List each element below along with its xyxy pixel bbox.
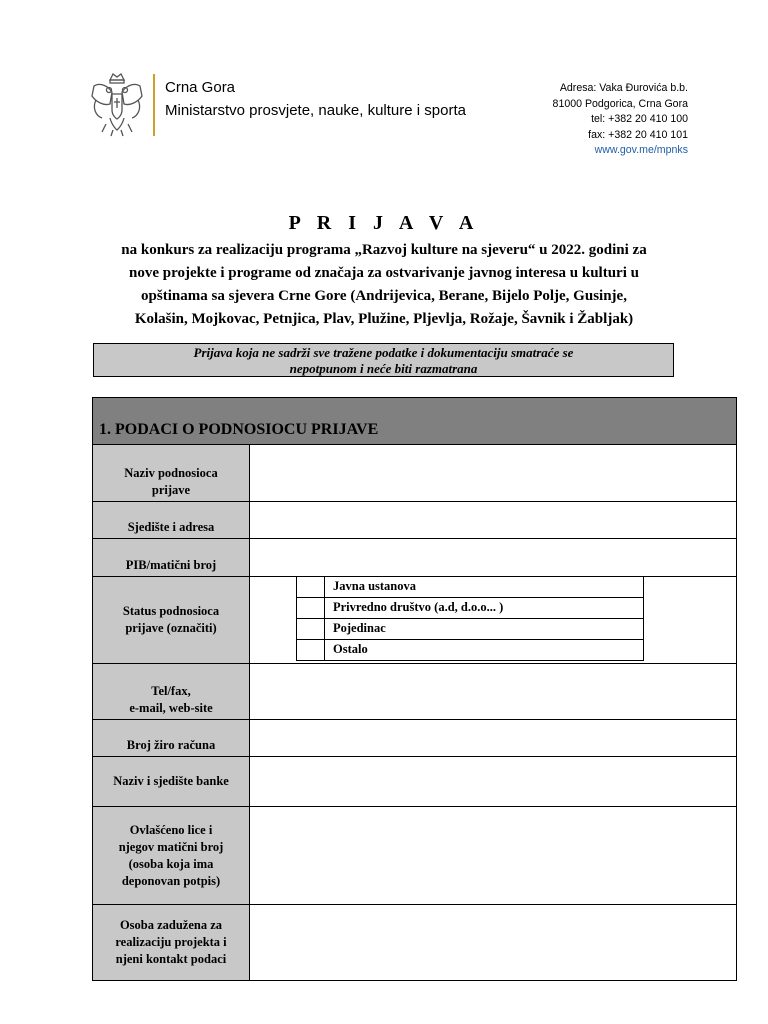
label-line: Tel/fax,: [151, 684, 191, 698]
label-line: Status podnosioca: [122, 604, 220, 618]
notice-line: nepotpunom i neće biti razmatrana: [289, 361, 478, 376]
account-field[interactable]: [250, 720, 736, 756]
page-subtitle: [80, 239, 688, 331]
project-contact-row: [93, 905, 736, 980]
phone: tel: +382 20 410 100: [591, 113, 688, 126]
pib-row: [93, 539, 736, 577]
completeness-notice: [93, 343, 674, 377]
status-checkbox[interactable]: [297, 619, 325, 639]
applicant-name-row: [93, 445, 736, 502]
label-line: realizaciju projekta i: [115, 935, 227, 949]
subtitle-line: nove projekte i programe od značaja za ostvarivanje javnog interesa u kulturi u: [129, 265, 639, 281]
label-line: prijave: [151, 483, 191, 497]
bank-label: Naziv i sjedište banke: [93, 757, 250, 806]
address-block: [553, 81, 688, 159]
applicant-form: [92, 397, 737, 981]
fax: fax: +382 20 410 101: [588, 128, 688, 141]
section-title: 1. PODACI O PODNOSIOCU PRIJAVE: [99, 421, 379, 438]
notice-line: Prijava koja ne sadrži sve tražene podatke i dokumentaciju smatraće se: [193, 345, 574, 360]
coat-of-arms-icon: [88, 72, 146, 138]
account-label: Broj žiro računa: [93, 720, 250, 756]
status-label: [93, 577, 250, 663]
letterhead: [88, 70, 698, 157]
bank-row: [93, 757, 736, 807]
authorized-person-row: [93, 807, 736, 905]
label-line: Ovlašćeno lice i: [129, 822, 213, 837]
contact-field[interactable]: [250, 664, 736, 719]
pib-label: PIB/matični broj: [93, 539, 250, 576]
account-row: [93, 720, 736, 757]
project-contact-label: [93, 905, 250, 980]
status-option: [297, 640, 643, 660]
label-line: (osoba koja ima: [128, 856, 214, 871]
status-option: [297, 598, 643, 619]
status-checkbox[interactable]: [297, 598, 325, 618]
status-row: [93, 577, 736, 664]
street-address: Adresa: Vaka Đurovića b.b.: [559, 82, 688, 94]
applicant-name-label: [93, 445, 250, 501]
country-name: Crna Gora: [165, 79, 236, 96]
status-option-label: Pojedinac: [333, 621, 386, 635]
label-line: Naziv podnosioca: [124, 466, 218, 480]
contact-row: [93, 664, 736, 720]
label-line: njegov matični broj: [118, 839, 224, 854]
city: 81000 Podgorica, Crna Gora: [552, 97, 688, 110]
status-option: [297, 577, 643, 598]
status-checkbox[interactable]: [297, 577, 325, 597]
applicant-name-field[interactable]: [250, 445, 736, 501]
seat-address-field[interactable]: [250, 502, 736, 538]
ministry-name: Ministarstvo prosvjete, nauke, kulture i sporta: [165, 102, 466, 119]
contact-label: [93, 664, 250, 719]
subtitle-line: na konkurs za realizaciju programa „Razvoj kulture na sjeveru“ u 2022. godini za: [121, 242, 647, 258]
seat-address-label: Sjedište i adresa: [93, 502, 250, 538]
ministry-block: [165, 76, 466, 122]
label-line: deponovan potpis): [121, 873, 221, 888]
pib-field[interactable]: [250, 539, 736, 576]
section-header: [93, 398, 736, 445]
status-options: [296, 577, 644, 661]
label-line: njeni kontakt podaci: [115, 952, 227, 966]
label-line: e-mail, web-site: [129, 701, 213, 715]
status-checkbox[interactable]: [297, 640, 325, 660]
status-option-label: Privredno društvo (a.d, d.o.o... ): [333, 600, 504, 614]
project-contact-field[interactable]: [250, 905, 736, 980]
status-option: [297, 619, 643, 640]
subtitle-line: opštinama sa sjevera Crne Gore (Andrijevica, Berane, Bijelo Polje, Gusinje,: [141, 288, 627, 304]
status-field: [250, 577, 736, 663]
subtitle-line: Kolašin, Mojkovac, Petnjica, Plav, Plužine, Pljevlja, Rožaje, Šavnik i Žabljak): [134, 311, 634, 327]
page-title: P R I J A V A: [288, 212, 480, 234]
seat-address-row: [93, 502, 736, 539]
status-option-label: Javna ustanova: [333, 579, 417, 593]
letterhead-divider: [153, 74, 155, 136]
status-option-label: Ostalo: [333, 642, 368, 656]
website-link[interactable]: www.gov.me/mpnks: [594, 144, 688, 157]
label-line: prijave (označiti): [125, 621, 217, 635]
authorized-person-label: [93, 807, 250, 904]
bank-field[interactable]: [250, 757, 736, 806]
label-line: Osoba zadužena za: [119, 918, 223, 932]
authorized-person-field[interactable]: [250, 807, 736, 904]
